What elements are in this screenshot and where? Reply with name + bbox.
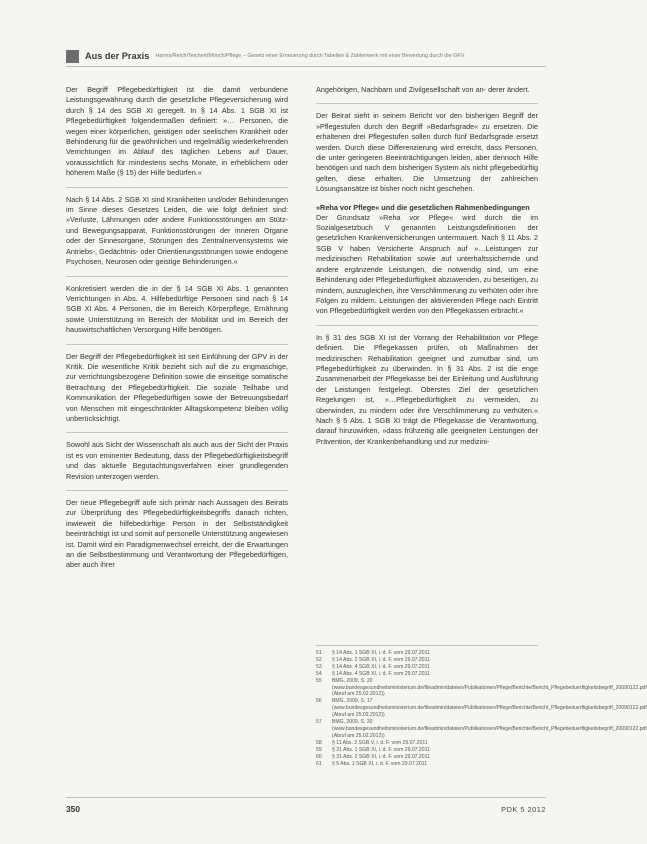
footnote: 57 BMG, 2009, S. 20 (www.bundesgesundheitsministerium.de/fileadmin/dateien/Publikationen/Pflege/Berichte/Bericht_Pflegebeduerftigkeitsbegriff_20090122.pdf (Abruf am 25.02.2012)) <box>316 719 647 739</box>
divider <box>66 490 288 491</box>
page-footer <box>66 797 546 817</box>
paragraph: Der Begriff der Pflegebedürftigkeit ist seit Einführung der GPV in der Kritik. Die wesentliche Kritik bezieht sich auf die zu engmaschige, zur verrichtungsbezogene Definition sowie die einseitige somatische Betrachtung der Pflegebedürftigkeit. Die soziale Teilhabe und Kommunikation der Pflegebedürftigen sowie der Betreuungsbedarf von Menschen mit eingeschränkter Alltagskompetenz bleiben völlig unberücksichtigt. <box>66 351 288 423</box>
footnote: 59 § 31 Abs. 1 SGB XI, i. d. F. vom 29.07.2011 <box>316 746 430 753</box>
left-column <box>66 85 288 579</box>
journal-issue: PDK 5 2012 <box>501 804 546 814</box>
section-title: Aus der Praxis <box>85 51 150 61</box>
section-marker-square <box>66 50 79 63</box>
divider <box>66 344 288 345</box>
paragraph: Der Beirat sieht in seinem Bericht vor den bisherigen Begriff der »Pflegestufen durch den Begriff »Bedarfsgrade« zu ersetzen. Die erhaltenen drei Pflegestufen sollen durch fünf Bedarfsgrade ersetzt werden. Durch diese Differenzierung wird erreicht, dass Personen, die unter geringeren Beeinträchtigungen leiden, aber dennoch Hilfe benötigen und nach dem bisherigen System als nicht pflegebedürftig gelten, diese erhalten. Die Umsetzung der zahlreichen Lösungsansätze ist bisher noch nicht geschehen. <box>316 111 538 194</box>
paragraph: In § 31 des SGB XI ist der Vorrang der Rehabilitation vor Pflege definiert. Die Pflegekassen prüfen, ob Maßnahmen der medizinischen Rehabilitation geeignet und zumutbar sind, um Pflegebedürftigkeit zu überwinden. In § 31 Abs. 2 ist die enge Zusammenarbeit der Pflegekasse bei der Einleitung und Ausführung der Leistungen festgelegt. Oberstes Ziel der gesetzlichen Regelungen ist, »…Pflegebedürftigkeit zu vermeiden, zu überwinden, zu mindern oder ihre Verschlimmerung zu verhüten.« Nach § 5 Abs. 1 SGB XI trägt die Pflegekasse die Verantwortung, darauf hinzuwirken, »dass frühzeitig alle geeigneten Leistungen der Prävention, der Krankenbehandlung und zur medizini- <box>316 332 538 446</box>
footnote: 58 § 11 Abs. 2 SGB V, i. d. F. vom 29.07.2011 <box>316 739 428 746</box>
footnote: 56 BMG, 2009, S. 17 (www.bundesgesundheitsministerium.de/fileadmin/dateien/Publikationen/Pflege/Berichte/Bericht_Pflegebeduerftigkeitsbegriff_20090122.pdf (Abruf am 25.02.2012)) <box>316 698 647 719</box>
footnote: 60 § 31 Abs. 2 SGB XI, i. d. F. vom 29.07.2011 <box>316 753 430 760</box>
footnote: 51 § 14 Abs. 1 SGB XI, i. d. F. vom 29.07.2011 <box>316 650 430 656</box>
divider <box>66 276 288 277</box>
subsection-heading: »Reha vor Pflege« und die gesetzlichen Rahmenbedingungen <box>316 202 530 212</box>
paragraph: Angehörigen, Nachbarn und Zivilgesellschaft von an- derer ändert. <box>316 85 530 94</box>
page-number: 350 <box>66 804 80 814</box>
paragraph: Nach § 14 Abs. 2 SGB XI sind Krankheiten und/oder Behinderungen im Sinne dieses Gesetzes Leiden, die wie folgt definiert sind: »Verluste, Lähmungen oder andere Funktionsstörungen am Stütz- und Bewegungsapparat, Funktionsstörungen der inneren Organe oder der Sinnesorgane, Störungen des Zentralnervensystems wie Antriebs-, Gedächtnis- oder Orientierungsstörungen sowie endogene Psychosen, Neurosen oder geistige Behinderungen.« <box>66 194 288 267</box>
footnotes <box>316 645 647 767</box>
footnote: 53 § 14 Abs. 4 SGB XI, i. d. F. vom 29.07.2011 <box>316 663 430 670</box>
header-subtitle: Harms/Reich/Teichert/Mönch/Pflege – Gesetz einer Erneuerung durch Tabellen & Zahlenwerk mit einer Bewertung durch die GKV <box>155 53 465 59</box>
running-header <box>66 48 546 67</box>
footnote: 55 BMG, 2009, S. 20 (www.bundesgesundheitsministerium.de/fileadmin/dateien/Publikationen/Pflege/Berichte/Bericht_Pflegebeduerftigkeitsbegriff_20090122.pdf (Abruf am 25.02.2012)) <box>316 677 647 698</box>
paragraph: Der Begriff Pflegebedürftigkeit ist die damit verbundene Leistungsgewährung durch die gesetzliche Pflegeversicherung wird durch § 14 des SGB XI geregelt. In § 14 Abs. 1 SGB XI ist Pflegebedürftigkeit folgendermaßen definiert: »… Personen, die wegen einer körperlichen, geistigen oder seelischen Krankheit oder Behinderung für die gewöhnlichen und regelmäßig wiederkehrenden Verrichtungen im Ablauf des täglichen Lebens auf Dauer, voraussichtlich für mindestens sechs Monate, in erheblichem oder höherem Maße (§ 15) der Hilfe bedürfen.« <box>66 85 288 178</box>
footnote: 54 § 14 Abs. 4 SGB XI, i. d. F. vom 29.07.2011 <box>316 670 430 677</box>
paragraph: Konkretisiert werden die in der § 14 SGB XI Abs. 1 genannten Verrichtungen in Abs. 4. Hilfebedürftige Personen sind nach § 14 SGB XI Abs. 4 Personen, die im Bereich Körperpflege, Ernährung sowie Unterstützung im Bereich der Mobilität und im Bereich der hauswirtschaftlichen Versorgung Hilfe benötigen. <box>66 283 288 335</box>
paragraph: Der neue Pflegebegriff aufe sich primär nach Aussagen des Beirats zur Überprüfung des Pflegebedürftigkeitsbegriffs danach richten, inwieweit die hilfebedürftige Person in der Selbstständigkeit beeinträchtigt ist und somit auf personelle Unterstützung angewiesen ist. Damit wird ein Paradigmenwechsel erreicht, der die Erwartungen an die Selbstbestimmung und Verantwortung der Pflegebedürftigen, aber auch ihrer <box>66 498 288 570</box>
footnote: 52 § 14 Abs. 2 SGB XI, i. d. F. vom 29.07.2011 <box>316 656 430 663</box>
divider <box>316 325 538 326</box>
footnote: 61 § 5 Abs. 1 SGB XI, i. d. F. vom 29.07.2011 <box>316 760 428 767</box>
right-column <box>316 85 538 455</box>
paragraph: Der Grundsatz »Reha vor Pflege« wird durch die im Sozialgesetzbuch V genannten Leistungsdefinitionen der gesetzlichen Krankenversicherungen untermauert. Nach § 11 Abs. 2 SGB V haben Versicherte Anspruch auf »…Leistungen zur medizinischen Rehabilitation sowie auf unterhaltssichernde und andere ergänzende Leistungen, die notwendig sind, um eine Behinderung oder Pflegebedürftigkeit abzuwenden, zu beseitigen, zu mindern, auszugleichen, ihre Verschlimmerung zu verhüten oder ihre Folgen zu mildern. Leistungen der aktivierenden Pflege nach Eintritt von Pflegebedürftigkeit werden von den Pflegekassen erbracht.« <box>316 212 538 316</box>
divider <box>316 103 538 104</box>
divider <box>66 187 288 188</box>
paragraph: Sowohl aus Sicht der Wissenschaft als auch aus der Sicht der Praxis ist es von eminenter Bedeutung, dass der Pflegebedürftigkeitsbegriff und das aktuelle Begutachtungsverfahren einer grundlegenden Revision unterzogen werden. <box>66 440 288 481</box>
divider <box>66 432 288 433</box>
